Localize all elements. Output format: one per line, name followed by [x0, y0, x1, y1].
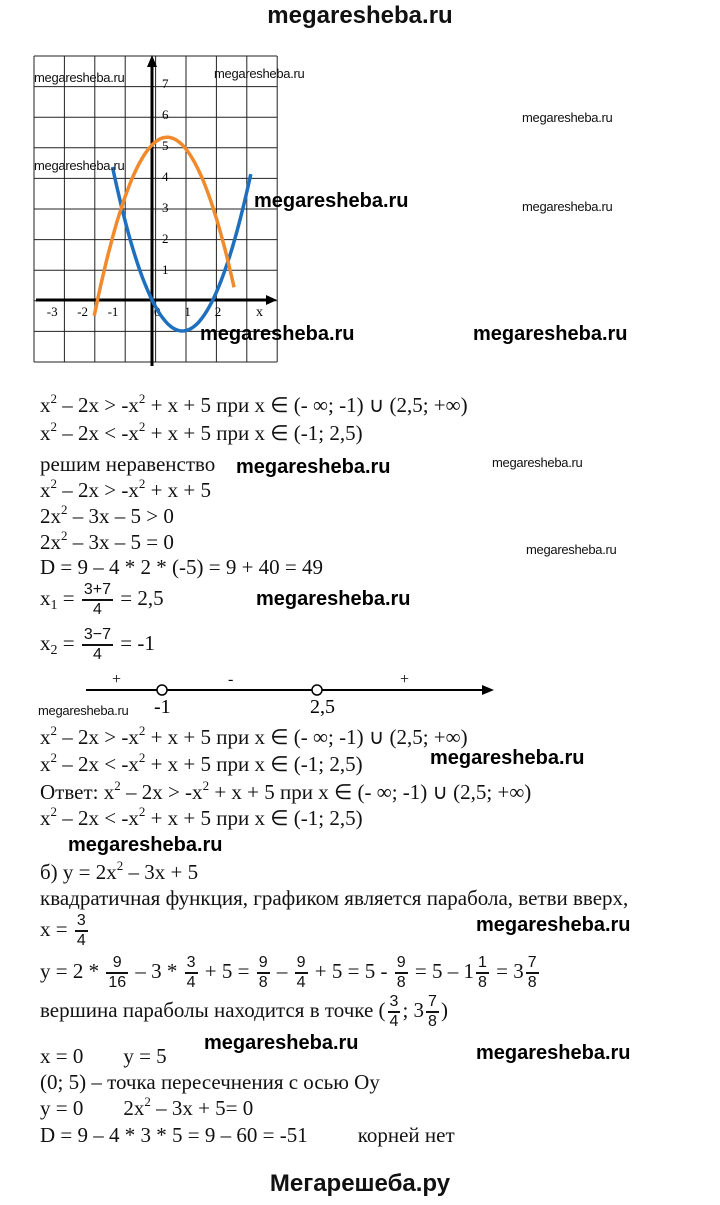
vertex-x: x = $\frac{3}{4}$ [40, 912, 86, 949]
inequality-line: $x^2 - 2x > -x^2 + x + 5$ при x ∈ (- ∞; -1) ∪ (2,5; +∞) [40, 723, 468, 749]
x-axis-arrow [266, 295, 277, 305]
watermark: megaresheba.ru [522, 110, 613, 125]
x-tick-label: -1 [107, 304, 119, 319]
x-tick-label: -3 [46, 304, 58, 319]
sign: - [228, 671, 234, 688]
discriminant-line: D = 9 – 4 * 3 * 5 = 9 – 60 = -51 корней нет [40, 1123, 455, 1147]
watermark: megaresheba.ru [522, 199, 613, 214]
watermark: megaresheba.ru [236, 456, 391, 478]
watermark: megaresheba.ru [38, 703, 129, 718]
intercept-line: x = 0 y = 5 [40, 1044, 167, 1068]
watermark: megaresheba.ru [254, 190, 409, 212]
y-tick-label: 7 [162, 76, 169, 91]
x-tick-label: 0 [154, 304, 161, 319]
site-header: megaresheba.ru [267, 2, 453, 29]
watermark: megaresheba.ru [68, 834, 223, 856]
y-tick-label: 6 [162, 107, 169, 122]
site-footer: Мегарешеба.ру [269, 1170, 451, 1197]
x-axis-label: x [256, 305, 263, 320]
watermark: megaresheba.ru [34, 70, 125, 85]
root-x2: $x_2$ = $\frac{3-7}{4}$ = -1 [40, 626, 155, 663]
sign: + [400, 671, 410, 688]
x-tick-label: 1 [184, 304, 191, 319]
watermark: megaresheba.ru [476, 914, 631, 936]
y-tick-label: 5 [162, 138, 169, 153]
answer-line: $x^2 - 2x < -x^2 + x + 5$ при x ∈ (-1; 2,5) [40, 804, 363, 830]
watermark: megaresheba.ru [473, 323, 628, 345]
watermark: megaresheba.ru [256, 588, 411, 610]
text-line: решим неравенство [40, 452, 216, 476]
x-tick-label: -2 [77, 304, 89, 319]
answer-line: Ответ: $x^2 - 2x > -x^2 + x + 5$ при x ∈ (- ∞; -1) ∪ (2,5; +∞) [40, 778, 532, 804]
y-tick-label: 4 [162, 169, 169, 184]
point-minus-1 [157, 685, 167, 695]
y-tick-label: 2 [162, 231, 169, 246]
y-tick-label: 3 [162, 200, 169, 215]
y-tick-label: 1 [162, 262, 169, 277]
arrow-icon [482, 685, 494, 695]
discriminant-line: D = 9 – 4 * 2 * (-5) = 9 + 40 = 49 [40, 555, 324, 579]
text-line: (0; 5) – точка пересечнения с осью Oy [40, 1070, 380, 1094]
sign: + [112, 671, 122, 688]
inequality-line: $x^2 - 2x < -x^2 + x + 5$ при x ∈ (-1; 2,5) [40, 419, 363, 445]
watermark: megaresheba.ru [492, 455, 583, 470]
watermark: megaresheba.ru [476, 1042, 631, 1064]
inequality-line: $x^2 - 2x > -x^2 + x + 5$ [40, 476, 212, 502]
text-line: квадратичная функция, графиком является парабола, ветви вверх, [40, 886, 629, 910]
function-line: б) $y = 2x^2 - 3x + 5$ [40, 858, 199, 884]
x-tick-label: 2 [214, 304, 222, 319]
equation-line: $2x^2 - 3x - 5 = 0$ [40, 528, 174, 554]
vertex-y: y = 2 * $\frac{9}{16}$ – 3 * $\frac{3}{4}$ + 5 = $\frac{9}{8}$ – $\frac{9}{4}$ + 5 = 5 - $\frac{9}{8}$ = 5 – 1 $\frac{1}{8}$ = 3 $\frac{7}{8}$ [40, 954, 537, 991]
point-label: -1 [154, 696, 171, 718]
inequality-line: $2x^2 - 3x - 5 > 0$ [40, 502, 174, 528]
point-2-5 [312, 685, 322, 695]
watermark: megaresheba.ru [204, 1032, 359, 1054]
watermark: megaresheba.ru [200, 323, 355, 345]
watermark: megaresheba.ru [430, 747, 585, 769]
number-line [80, 670, 500, 720]
root-x1: $x_1$ = $\frac{3+7}{4}$ = 2,5 [40, 581, 164, 618]
watermark: megaresheba.ru [526, 542, 617, 557]
watermark: megaresheba.ru [214, 66, 305, 81]
inequality-line: $x^2 - 2x > -x^2 + x + 5$ при x ∈ (- ∞; -1) ∪ (2,5; +∞) [40, 391, 468, 417]
inequality-line: $x^2 - 2x < -x^2 + x + 5$ при x ∈ (-1; 2,5) [40, 750, 363, 776]
watermark: megaresheba.ru [34, 158, 125, 173]
vertex-line: вершина параболы находится в точке ( $\frac{3}{4}$ ; 3 $\frac{7}{8}$ ) [40, 993, 448, 1030]
blue-parabola [113, 167, 251, 331]
point-label: 2,5 [310, 696, 335, 718]
equation-line: y = 0 $2x^2 - 3x + 5= 0$ [40, 1094, 254, 1120]
